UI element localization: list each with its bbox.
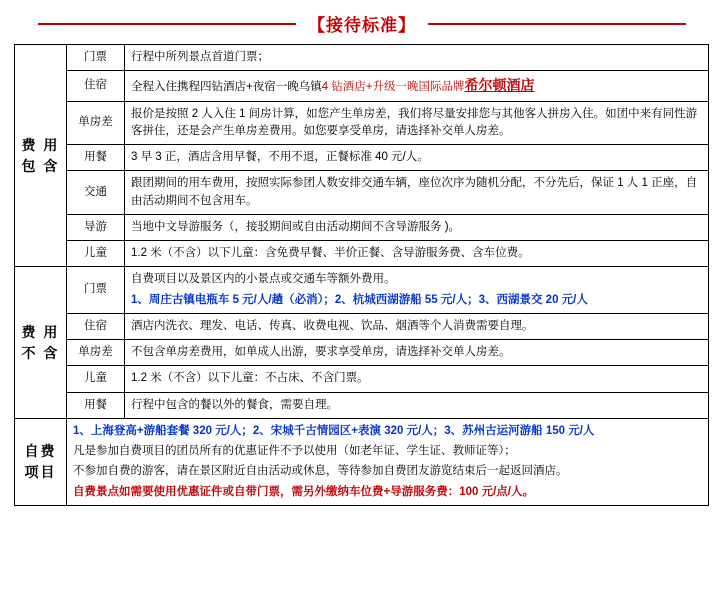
row-body-ticket-exclude [125,267,709,314]
row-label-single-room-exclude: 单房差 [67,340,125,366]
selfpay-line-1: 1、上海登高+游船套餐 320 元/人；2、宋城千古情园区+表演 320 元/人；3、苏州古运河游船 150 元/人 [73,424,595,437]
table-row [15,171,709,215]
table-row [15,241,709,267]
title-rule-left [38,23,296,25]
hotel-text-prefix: 全程入住携程四钻酒店+夜宿一晚乌镇 [131,81,322,94]
table-row [15,71,709,101]
row-body-selfpay [67,418,709,505]
ticket-exclude-line1: 自费项目以及景区内的小景点或交通车等额外费用。 [131,273,396,286]
row-label-child-exclude: 儿童 [67,366,125,392]
table-row [15,418,709,505]
table-row [15,366,709,392]
title-rule-right [428,23,686,25]
row-label-meals-exclude: 用餐 [67,392,125,418]
table-row [15,392,709,418]
row-label-child-include: 儿童 [67,241,125,267]
row-body-meals-exclude: 行程中包含的餐以外的餐食，需要自理。 [125,392,709,418]
row-body-meals-include: 3 早 3 正，酒店含用早餐，不用不退，正餐标准 40 元/人。 [125,145,709,171]
ticket-exclude-line2: 1、周庄古镇电瓶车 5 元/人/趟（必消）；2、杭城西湖游船 55 元/人；3、西湖景交 20 元/人 [131,293,588,306]
row-label-ticket-exclude: 门票 [67,267,125,314]
table-row [15,313,709,339]
page-title: 【接待标准】 [308,15,416,35]
reception-standard-table [14,44,709,506]
row-body-hotel-include [125,71,709,101]
row-body-ticket-include: 行程中所列景点首道门票； [125,45,709,71]
group-cell-include: 费 用 包 含 [15,45,67,267]
row-body-single-room-include: 报价是按照 2 人入住 1 间房计算，如您产生单房差，我们将尽量安排您与其他客人拼房入住。如团中来有同性游客拼住，还是会产生单房差费用。如您要享受单房，请选择补交单人房差。 [125,101,709,145]
table-row [15,214,709,240]
selfpay-line-2: 凡是参加自费项目的团员所有的优惠证件不予以使用（如老年证、学生证、教师证等）； [73,445,516,457]
row-body-guide-include: 当地中文导游服务（，接驳期间或自由活动期间不含导游服务 )。 [125,214,709,240]
table-row [15,45,709,71]
row-label-guide-include: 导游 [67,214,125,240]
hotel-brand-name: 希尔顿酒店 [464,77,535,94]
row-label-hotel-include: 住宿 [67,71,125,101]
row-body-child-include: 1.2 米（不含）以下儿童：含免费早餐、半价正餐、含导游服务费、含车位费。 [125,241,709,267]
row-label-ticket-include: 门票 [67,45,125,71]
document-title-row [0,6,724,40]
row-body-child-exclude: 1.2 米（不含）以下儿童：不占床、不含门票。 [125,366,709,392]
row-label-hotel-exclude: 住宿 [67,313,125,339]
row-label-transport-include: 交通 [67,171,125,215]
selfpay-line-3: 不参加自费的游客，请在景区附近自由活动或休息，等待参加自费团友游览结束后一起返回酒店。 [73,465,568,478]
row-label-meals-include: 用餐 [67,145,125,171]
table-row [15,145,709,171]
selfpay-line-4: 自费景点如需要使用优惠证件或自带门票，需另外缴纳车位费+导游服务费：100 元/点/人。 [73,485,534,498]
table-row [15,340,709,366]
row-body-hotel-exclude: 酒店内洗衣、理发、电话、传真、收费电视、饮品、烟酒等个人消费需要自理。 [125,313,709,339]
hotel-text-mid: 4 钻酒店+升级一晚国际品牌 [321,81,465,94]
table-row [15,101,709,145]
group-cell-selfpay: 自费 项目 [15,418,67,505]
row-body-transport-include: 跟团期间的用车费用，按照实际参团人数安排交通车辆，座位次序为随机分配，不分先后，保证 1 人 1 正座，自由活动期间不包含用车。 [125,171,709,215]
row-body-single-room-exclude: 不包含单房差费用，如单成人出游，要求享受单房，请选择补交单人房差。 [125,340,709,366]
group-cell-exclude: 费 用 不 含 [15,267,67,419]
table-row [15,267,709,314]
row-label-single-room-include: 单房差 [67,101,125,145]
document-page [0,6,724,591]
